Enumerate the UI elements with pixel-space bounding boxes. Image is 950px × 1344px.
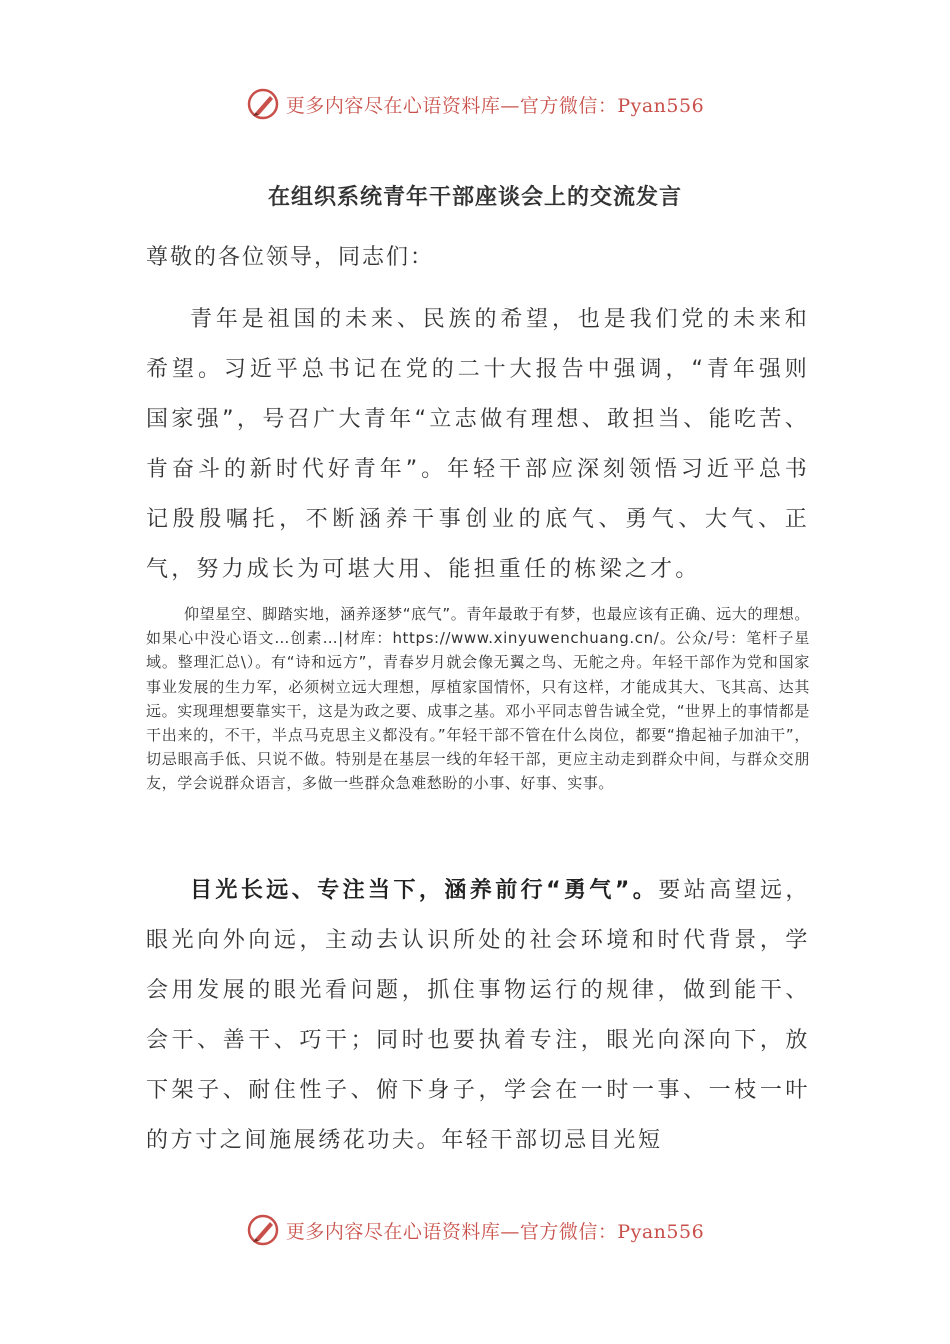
footer-banner [0,1210,950,1250]
paragraph-dream: 仰望星空、脚踏实地，涵养逐梦“底气”。青年最敢于有梦，也最应该有正确、远大的理想。如果心中没心语文…创素…|材库：https://www.xinyuwenchuang.cn/。公众/号：笔杆子星域。整理汇总\）。有“诗和远方”，青春岁月就会像无翼之鸟、无舵之舟。年轻干部作为党和国家事业发展的生力军，必须树立远大理想，厚植家国情怀，只有这样，才能成其大、飞其高、达其远。实现理想要靠实干，这是为政之要、成事之基。邓小平同志曾告诫全党，“世界上的事情都是干出来的，不干，半点马克思主义都没有。”年轻干部不管在什么岗位，都要“撸起袖子加油干”，切忌眼高手低、只说不做。特别是在基层一线的年轻干部，更应主动走到群众中间，与群众交朋友，学会说群众语言，多做一些群众急难愁盼的小事、好事、实事。 [146,605,810,793]
banner-text: 更多内容尽在心语资料库—官方微信：Pyan556 [285,1220,705,1243]
paragraph-courage-body: 要站高望远，眼光向外向远，主动去认识所处的社会环境和时代背景，学会用发展的眼光看问题，抓住事物运行的规律，做到能干、会干、善干、巧干；同时也要执着专注，眼光向深向下，放下架子、耐住性子、俯下身子，学会在一时一事、一枝一叶的方寸之间施展绣花功夫。年轻干部切忌目光短 [146,878,810,1153]
header-banner [0,84,950,124]
pen-logo-icon [246,1213,280,1247]
paragraph-courage [146,866,810,1166]
banner-text: 更多内容尽在心语资料库—官方微信：Pyan556 [285,94,705,117]
document-title: 在组织系统青年干部座谈会上的交流发言 [267,185,682,210]
pen-logo-icon [246,87,280,121]
greeting: 尊敬的各位领导，同志们： [146,245,435,270]
paragraph-courage-lead: 目光长远、专注当下，涵养前行“勇气”。 [190,878,659,903]
paragraph-intro: 青年是祖国的未来、民族的希望，也是我们党的未来和希望。习近平总书记在党的二十大报告中强调，“青年强则国家强”，号召广大青年“立志做有理想、敢担当、能吃苦、肯奋斗的新时代好青年”。年轻干部应深刻领悟习近平总书记殷殷嘱托，不断涵养干事创业的底气、勇气、大气、正气，努力成长为可堪大用、能担重任的栋梁之才。 [146,307,810,582]
